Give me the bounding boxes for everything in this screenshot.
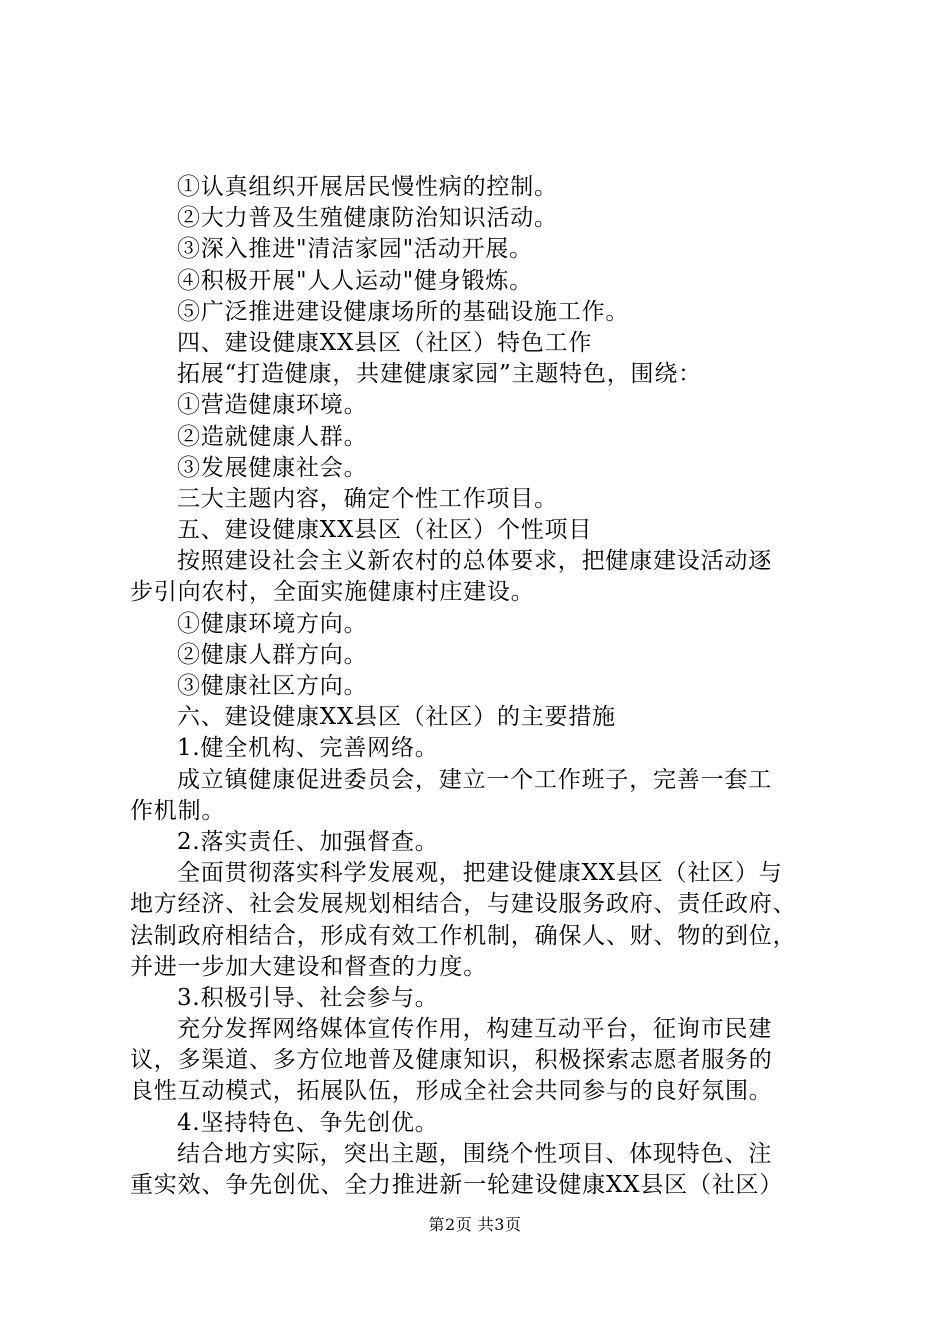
document-body: [130, 172, 830, 1201]
text-line: 按照建设社会主义新农村的总体要求，把健康建设活动逐: [177, 548, 772, 575]
text-line: 3.积极引导、社会参与。: [177, 984, 439, 1011]
text-line: 并进一步加大建设和督查的力度。: [130, 953, 487, 980]
text-line: 三大主题内容，确定个性工作项目。: [177, 485, 558, 512]
text-line: ④积极开展"人人运动"健身锻炼。: [177, 267, 533, 294]
text-line: 良性互动模式，拓展队伍，形成全社会共同参与的良好氛围。: [130, 1078, 773, 1105]
text-line: ②大力普及生殖健康防治知识活动。: [177, 205, 558, 232]
text-line: ①认真组织开展居民慢性病的控制。: [177, 174, 558, 200]
text-line: 拓展“打造健康，共建健康家园”主题特色，围绕：: [177, 361, 702, 388]
text-line: 作机制。: [130, 797, 226, 824]
text-line: 四、建设健康XX县区（社区）特色工作: [177, 329, 593, 356]
text-line: 法制政府相结合，形成有效工作机制，确保人、财、物的到位，: [130, 922, 797, 949]
text-line: 步引向农村，全面实施健康村庄建设。: [130, 579, 535, 606]
text-line: 4.坚持特色、争先创优。: [177, 1109, 439, 1136]
text-line: ③发展健康社会。: [177, 454, 368, 481]
text-line: 全面贯彻落实科学发展观，把建设健康XX县区（社区）与: [177, 860, 783, 887]
text-line: 充分发挥网络媒体宣传作用，构建互动平台，征询市民建: [177, 1016, 772, 1043]
text-line: ②健康人群方向。: [177, 641, 368, 668]
text-line: 2.落实责任、加强督查。: [177, 828, 439, 855]
text-line: ③健康社区方向。: [177, 673, 368, 699]
text-line: 1.健全机构、完善网络。: [177, 735, 439, 762]
text-line: 五、建设健康XX县区（社区）个性项目: [177, 517, 593, 544]
text-line: 议，多渠道、多方位地普及健康知识，积极探索志愿者服务的: [130, 1047, 773, 1074]
text-line: ②造就健康人群。: [177, 423, 368, 450]
text-line: ①健康环境方向。: [177, 610, 368, 637]
text-line: ①营造健康环境。: [177, 392, 368, 419]
text-line: 六、建设健康XX县区（社区）的主要措施: [177, 704, 616, 731]
page-footer: 第2页 共3页: [428, 1215, 522, 1234]
text-line: 结合地方实际，突出主题，围绕个性项目、体现特色、注: [177, 1140, 772, 1167]
text-line: ③深入推进"清洁家园"活动开展。: [177, 236, 533, 263]
text-line: 重实效、争先创优、全力推进新一轮建设健康XX县区（社区）: [130, 1172, 784, 1198]
text-line: ⑤广泛推进建设健康场所的基础设施工作。: [177, 298, 630, 325]
text-line: 成立镇健康促进委员会，建立一个工作班子，完善一套工: [177, 766, 772, 793]
text-line: 地方经济、社会发展规划相结合，与建设服务政府、责任政府、: [130, 891, 797, 918]
